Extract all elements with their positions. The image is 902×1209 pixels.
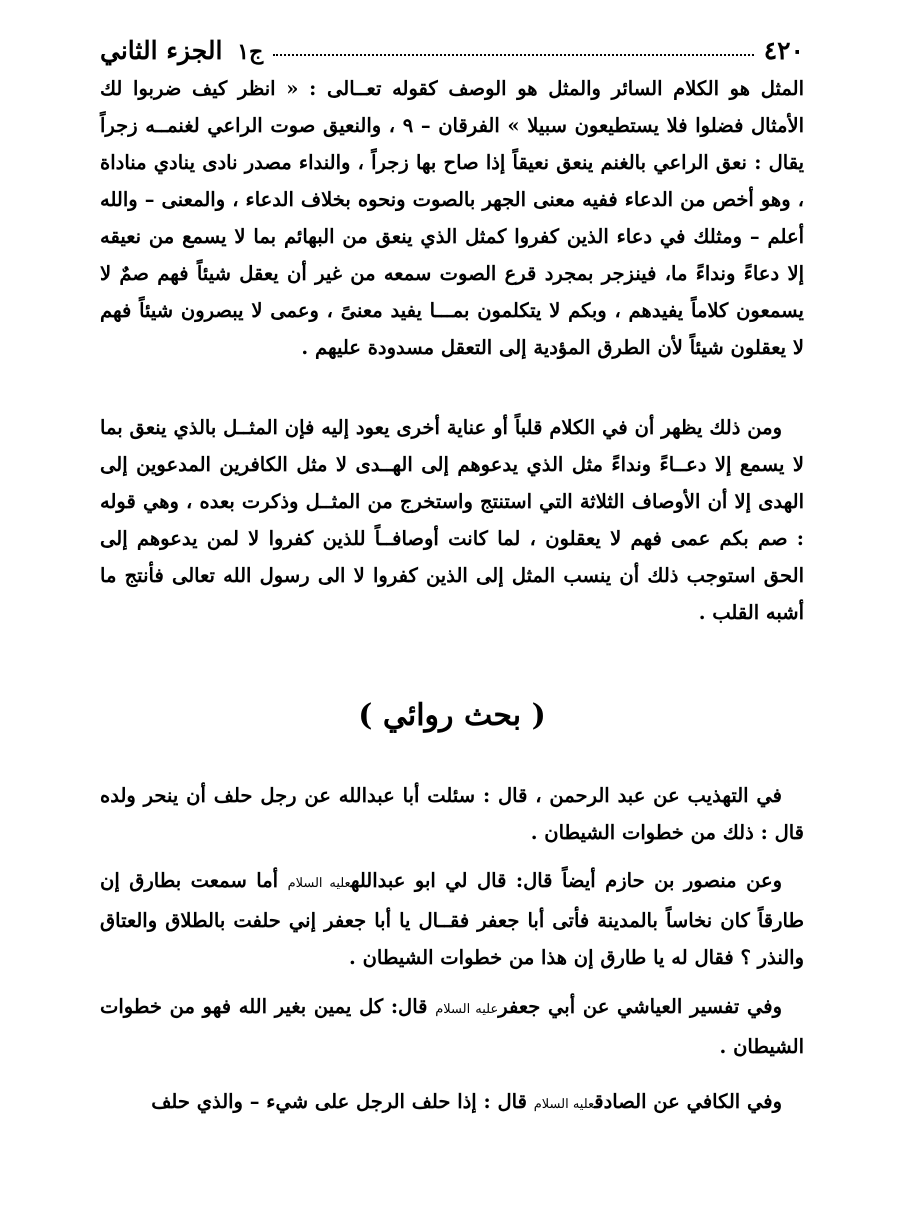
page-number: ٤٢٠ bbox=[763, 35, 804, 65]
volume-label: ج١ bbox=[237, 38, 264, 65]
narration-1: في التهذيب عن عبد الرحمن ، قال : سئلت أبا عبدالله عن رجل حلف أن ينحر ولده قال : ذلك من خطوات الشيطان . bbox=[100, 784, 804, 844]
narration-3-text-end: قال: كل يمين بغير الله فهو من خطوات الشيطان . bbox=[100, 995, 804, 1058]
commentary-paragraph-1: المثل هو الكلام السائر والمثل هو الوصف كقوله تعــالى : « انظر كيف ضربوا لك الأمثال فضلوا فلا يستطيعون سبيلا » الفرقان – ٩ ، والنعيق صوت الراعي لغنمــه زجراً يقال : نعق الراعي بالغنم ينعق نعيقاً إذا صاح بها زجراً ، والنداء مصدر نادى ينادي مناداة ، وهو أخص من الدعاء ففيه معنى الجهر بالصوت ونحوه بخلاف الدعاء ، والمعنى – والله أعلم – ومثلك في دعاء الذين كفروا كمثل الذي ينعق من البهائم بما لا يسمع من نعيقه إلا دعاءً ونداءً ما، فينزجر بمجرد قرع الصوت سمعه من غير أن يعقل شيئاً فهم صمٌ لا يسمعون كلاماً يفيدهم ، وبكم لا يتكلمون بمـــا يفيد معنىً ، وعمى لا يبصرون شيئاً فهم لا يعقلون شيئاً لأن الطرق المؤدية إلى التعقل مسدودة عليهم . bbox=[100, 77, 804, 359]
narration-4 bbox=[100, 1083, 804, 1123]
narration-3 bbox=[100, 988, 804, 1065]
narration-2-text-start: وعن منصور بن حازم أيضاً قال: قال لي ابو عبدالله bbox=[350, 869, 783, 892]
commentary-paragraph-2: ومن ذلك يظهر أن في الكلام قلباً أو عناية أخرى يعود إليه فإن المثــل بالذي ينعق بما لا يسمع إلا دعــاءً ونداءً مثل الذي يدعوهم إلى الهــدى لا مثل الكافرين المدعوين إلى الهدى إلا أن الأوصاف الثلاثة التي استنتج واستخرج من المثــل وذكرت بعده ، وهي قوله : صم بكم عمى فهم لا يعقلون ، لما كانت أوصافــاً للذين كفروا لا لمن يدعوهم إلى الحق استوجب ذلك أن ينسب المثل إلى الذين كفروا لا الى رسول الله تعالى فأنتج ما أشبه القلب . bbox=[100, 416, 804, 624]
part-title: الجزء الثاني bbox=[100, 35, 223, 65]
dotted-leader bbox=[273, 54, 753, 56]
running-title bbox=[100, 36, 263, 65]
narration-2-text-end: أما سمعت بطارق إن طارقاً كان نخاساً بالمدينة فأتى أبا جعفر فقــال يا أبا جعفر إني حلفت بالطلاق والعتاق والنذر ؟ فقال له يا طارق إن هذا من خطوات الشيطان . bbox=[100, 869, 804, 969]
running-header bbox=[100, 28, 804, 72]
blessing-mark: عليه السلام bbox=[287, 876, 351, 891]
blessing-mark: عليه السلام bbox=[435, 1002, 499, 1017]
narration-3-text-start: وفي تفسير العياشي عن أبي جعفر bbox=[498, 995, 782, 1018]
narration-2 bbox=[100, 862, 804, 976]
narration-4-text-start: وفي الكافي عن الصادق bbox=[594, 1090, 782, 1113]
section-heading: ( بحث روائي ) bbox=[358, 698, 546, 733]
blessing-mark: عليه السلام bbox=[533, 1097, 595, 1112]
narration-4-text-end: قال : إذا حلف الرجل على شيء – والذي حلف bbox=[151, 1090, 534, 1113]
